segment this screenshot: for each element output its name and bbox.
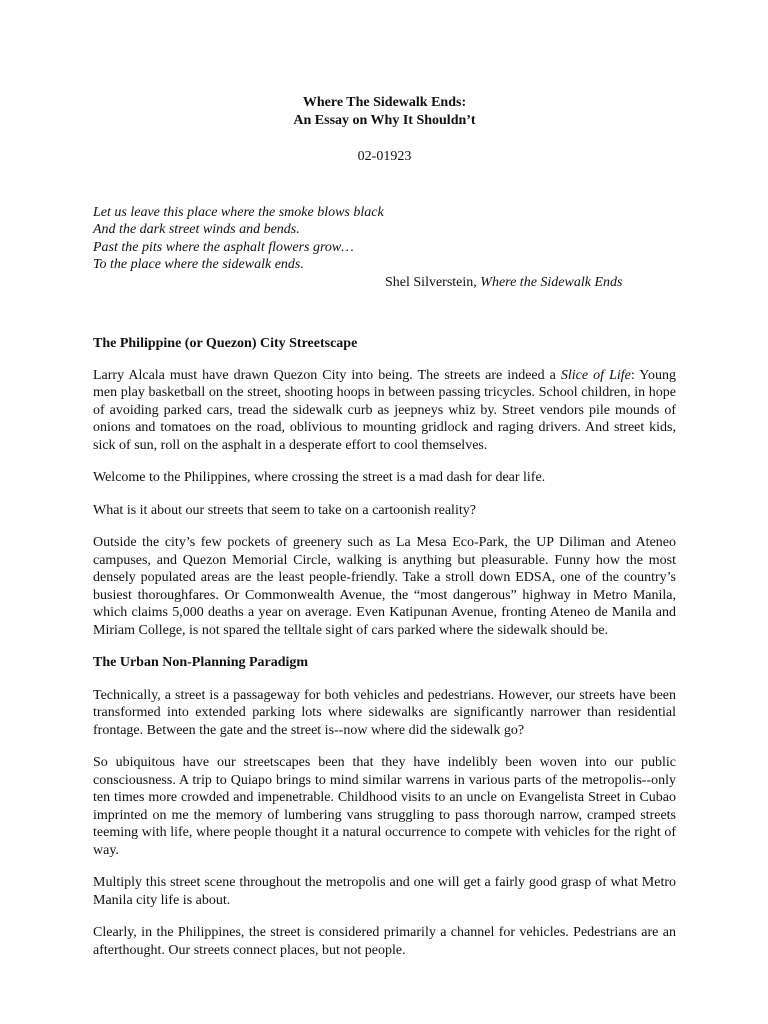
epigraph-attribution <box>93 274 676 292</box>
attribution-author: Shel Silverstein, <box>385 274 481 290</box>
epigraph-poem <box>93 204 676 274</box>
poem-line: And the dark street winds and bends. <box>93 222 300 237</box>
attribution-work: Where the Sidewalk Ends <box>480 274 623 290</box>
paragraph: Clearly, in the Philippines, the street is considered primarily a channel for vehicles. Pedestrians are an afterthought. Our streets connect places, but not people. <box>93 925 676 958</box>
document-body <box>93 94 676 959</box>
paragraph: Technically, a street is a passageway for both vehicles and pedestrians. However, our streets have been transformed into extended parking lots where sidewalks are significantly narrower than residential frontage. Between the gate and the street is--now where did the sidewalk go? <box>93 687 676 738</box>
poem-line: Past the pits where the asphalt flowers grow… <box>93 239 354 255</box>
paragraph: So ubiquitous have our streetscapes been that they have indelibly been woven into our public consciousness. A trip to Quiapo brings to mind similar warrens in various parts of the metropolis--only ten times more crowded and impenetrable. Childhood visits to an uncle on Evangelista Street in Cubao imprinted on me the memory of lumbering vans struggling to pass thorough narrow, cramped streets teeming with life, where people thought it a natural occurrence to compete with vehicles for the right of way. <box>93 755 676 858</box>
paragraph <box>93 367 676 455</box>
section-heading-urban-planning: The Urban Non-Planning Paradigm <box>93 655 309 670</box>
title-line-2: An Essay on Why It Shouldn’t <box>293 112 476 128</box>
title-line-1: Where The Sidewalk Ends: <box>302 95 467 110</box>
paragraph-text: : Young men play basketball on the street, shooting hoops in between passing tricycles. School children, in hope of avoiding parked cars, tread the sidewalk curb as jeepneys whiz by. Street vendors pile mounds of onions and tomatoes on the road, oblivious to mounting gridlock and raging drivers. And street kids, sick of sun, roll on the asphalt in a desperate effort to cool themselves. <box>93 367 676 453</box>
paragraph-text: Larry Alcala must have drawn Quezon City into being. The streets are indeed a <box>93 367 561 383</box>
paragraph: Outside the city’s few pockets of greenery such as La Mesa Eco-Park, the UP Diliman and Ateneo campuses, and Quezon Memorial Circle, walking is anything but pleasurable. Funny how the most densely populated areas are the least people-friendly. Take a stroll down EDSA, one of the country’s busiest thoroughfares. Or Commonwealth Avenue, the “most dangerous” highway in Metro Manila, which claims 5,000 deaths a year on average. Even Katipunan Avenue, fronting Ateneo de Manila and Miriam College, is not spared the telltale sight of cars parked where the sidewalk should be. <box>93 535 676 638</box>
poem-line: To the place where the sidewalk ends. <box>93 257 304 272</box>
student-id: 02-01923 <box>357 149 412 164</box>
poem-line: Let us leave this place where the smoke blows black <box>93 204 384 220</box>
paragraph: Welcome to the Philippines, where crossing the street is a mad dash for dear life. <box>93 470 546 485</box>
section-heading-streetscape: The Philippine (or Quezon) City Streetscape <box>93 336 358 351</box>
paragraph: Multiply this street scene throughout the metropolis and one will get a fairly good grasp of what Metro Manila city life is about. <box>93 875 676 908</box>
paragraph: What is it about our streets that seem to take on a cartoonish reality? <box>93 502 476 518</box>
paragraph-emphasis: Slice of Life <box>560 367 631 383</box>
